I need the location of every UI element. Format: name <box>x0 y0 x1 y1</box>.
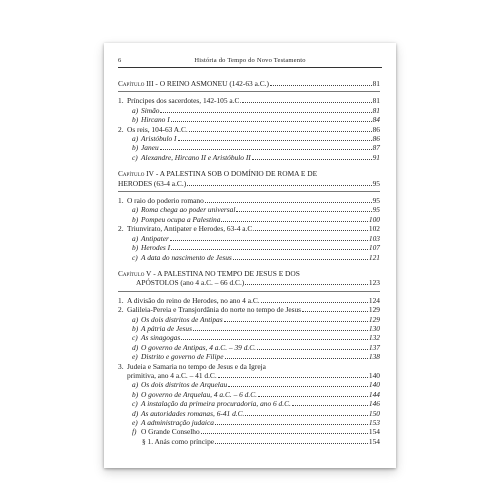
toc-subitem: d) As autoridades romanas, 6-41 d.C. 150 <box>132 408 380 418</box>
chapter-label: Capítulo V <box>118 268 152 278</box>
toc-subitem: e) A administração judaica 153 <box>132 418 380 427</box>
toc-subitem: c) Alexandre, Hircano II e Aristóbulo II 91 <box>132 152 380 162</box>
running-title: História do Tempo do Novo Testamento <box>194 57 306 64</box>
toc-subitem: c) As sinagogas 132 <box>132 333 380 343</box>
toc-section-item: § 1. Anás como príncipe 154 <box>142 436 380 446</box>
toc-item: 2. Os reis, 104-63 A.C. 86 <box>118 124 380 134</box>
chapter-4-heading <box>118 169 380 188</box>
toc-subitem: b) Pompeu ocupa a Palestina 100 <box>132 214 380 224</box>
toc-subitem: b) A pátria de Jesus 130 <box>132 323 380 333</box>
page-number: 6 <box>118 57 122 64</box>
toc-subitem: b) Janeu 87 <box>132 143 380 153</box>
toc-item: 3. Judeia e Samaria no tempo de Jesus e da Igreja primitiva, ano 4 a.C. – 41 d.C. 140 <box>118 361 380 380</box>
toc-subitem: d) O governo de Antipas, 4 a.C. – 39 d.C. 137 <box>132 342 380 352</box>
toc-item: 2. Triunvirato, Antipater e Herodes, 63-4 a.C. 102 <box>118 224 380 234</box>
toc-subitem: a) Roma chega ao poder universal 95 <box>132 205 380 215</box>
toc-item: 1. A divisão do reino de Herodes, no ano 4 a.C. 124 <box>118 295 380 305</box>
page-ref: 95 <box>372 178 380 188</box>
chapter-5-heading <box>118 269 380 288</box>
toc-subitem: a) Simão 81 <box>132 105 380 115</box>
toc-item: 1. O raio do poderio romano 95 <box>118 196 380 206</box>
toc-subitem: c) A data do nascimento de Jesus 121 <box>132 252 380 262</box>
chapter-title: - O REINO ASMONEU (142-63 a.C.) <box>155 79 269 88</box>
toc-subitem: b) Herodes I 107 <box>132 243 380 253</box>
divider <box>118 91 380 92</box>
toc-item: 2. Galileia-Pereia e Transjordânia do norte no tempo de Jesus 129 <box>118 305 380 315</box>
divider <box>118 291 380 292</box>
chapter-label: Capítulo IV <box>118 169 154 179</box>
toc-subitem: b) O governo de Arquelau, 4 a.C. – 6 d.C. 144 <box>132 389 380 399</box>
chapter-title-cont: HERODES (63-4 a.C.) <box>118 178 187 188</box>
table-of-contents <box>118 79 380 446</box>
toc-subitem: a) Os dois distritos de Antipas 129 <box>132 314 380 324</box>
chapter-label: Capítulo III <box>118 79 154 88</box>
toc-subitem: c) A instalação da primeira procuradoria, ano 6 d.C. 146 <box>132 399 380 409</box>
chapter-title: - A PALESTINA SOB O DOMÍNIO DE ROMA E DE <box>155 169 318 179</box>
toc-subitem: b) Hircano I 84 <box>132 115 380 125</box>
page-ref: 81 <box>372 79 380 88</box>
divider <box>118 191 380 192</box>
toc-subitem: a) Os dois distritos de Arquelau 140 <box>132 380 380 390</box>
chapter-3-heading <box>118 79 380 88</box>
toc-subitem: a) Antipater 103 <box>132 233 380 243</box>
book-page <box>104 43 396 468</box>
page-header <box>118 55 382 68</box>
toc-subitem: e) Distrito e governo de Filipe 138 <box>132 352 380 362</box>
toc-item: 1. Príncipes dos sacerdotes, 142-105 a.C. 81 <box>118 96 380 106</box>
toc-subitem: a) Aristóbulo I 86 <box>132 134 380 144</box>
chapter-title-cont: APÓSTOLOS (ano 4 a.C. – 66 d.C.) <box>136 278 245 288</box>
toc-subitem: f) O Grande Conselho 154 <box>132 427 380 437</box>
page-ref: 123 <box>368 278 380 288</box>
chapter-title: - A PALESTINA NO TEMPO DE JESUS E DOS <box>153 268 300 278</box>
